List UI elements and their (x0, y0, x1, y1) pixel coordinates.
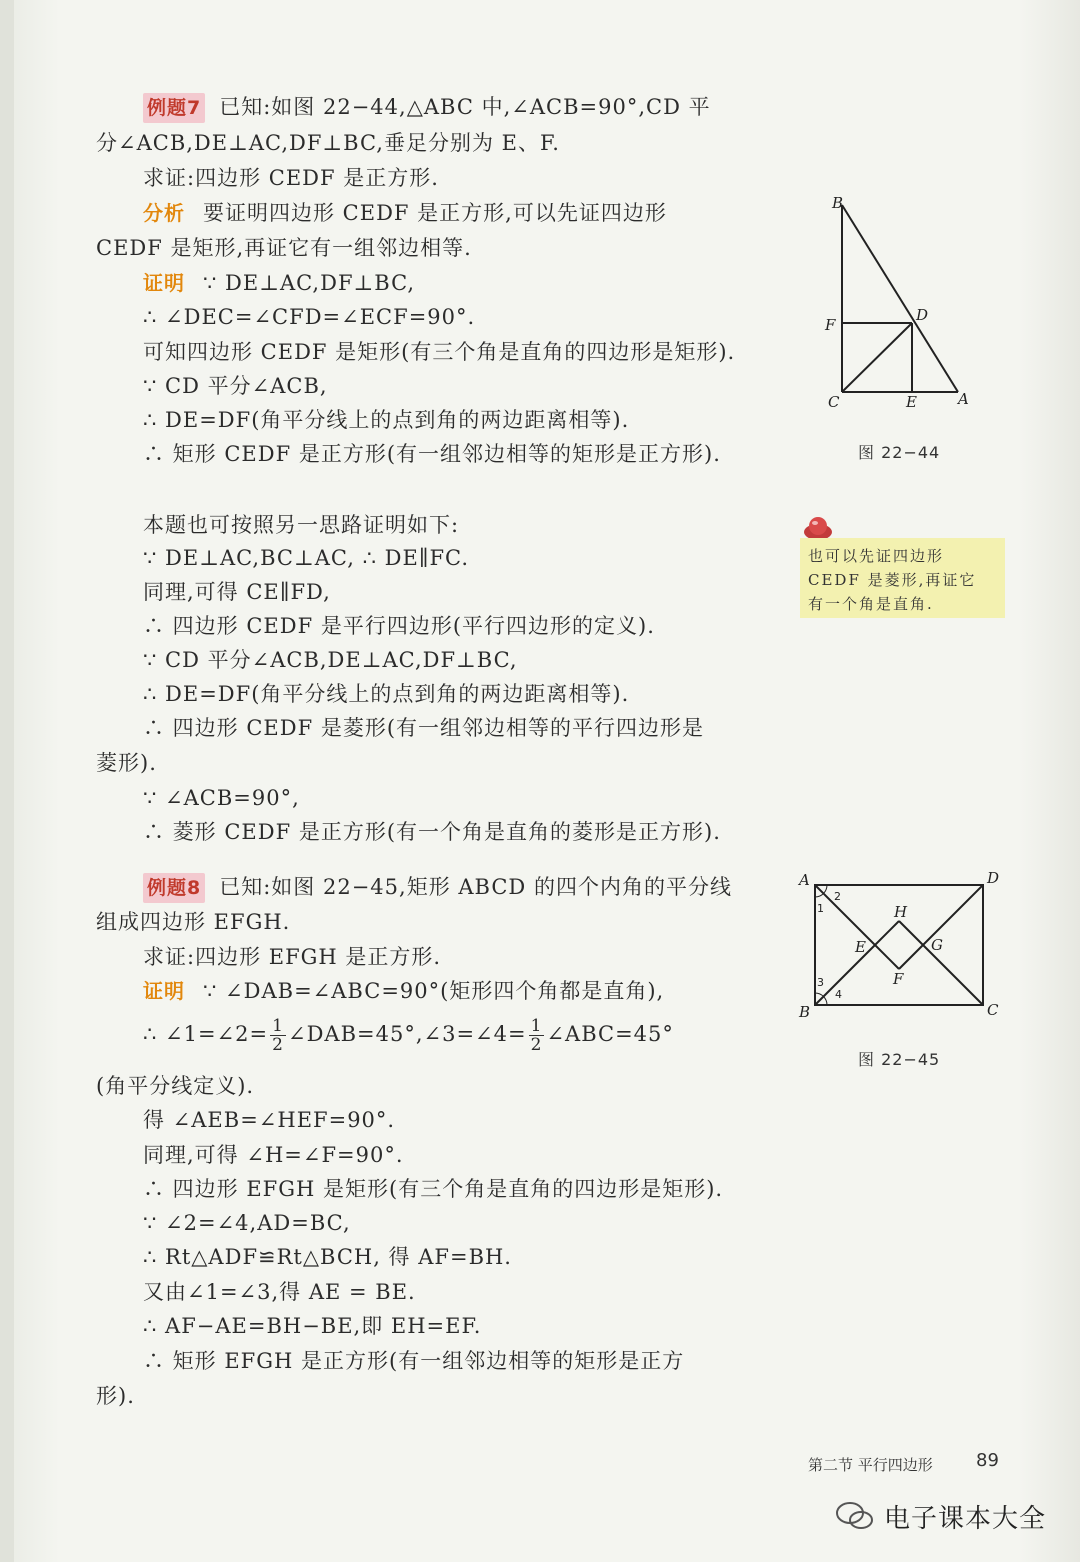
example7-p4: ∵ CD 平分∠ACB, (143, 374, 328, 398)
figure-22-44 (820, 190, 980, 420)
example8-line2: 组成四边形 EFGH. (96, 910, 291, 934)
example7-alt4: ∵ CD 平分∠ACB,DE⊥AC,DF⊥BC, (143, 648, 518, 672)
example7-alt5: ∴ DE=DF(角平分线上的点到角的两边距离相等). (143, 682, 630, 706)
side-note (800, 538, 1005, 618)
note-line3: 有一个角是直角. (808, 595, 934, 613)
example8-p11: ∴ 矩形 EFGH 是正方形(有一组邻边相等的矩形是正方 (143, 1349, 685, 1373)
example7-alt6: ∴ 四边形 CEDF 是菱形(有一组邻边相等的平行四边形是 (143, 716, 705, 740)
angle-label-4: 4 (835, 988, 842, 1001)
label-B8: B (799, 1003, 811, 1021)
angle-1-arc (815, 894, 824, 898)
example8-p2: ∴ ∠1=∠2= $\frac{1}{2}$ ∠DAB=45°,∠3=∠4= $\frac{1}{2}$ ∠ABC=45° (143, 1016, 674, 1055)
wechat-icon (835, 1500, 875, 1532)
example8-proof-line: 证明 ∵ ∠DAB=∠ABC=90°(矩形四个角都是直角), (143, 979, 665, 1003)
example7-alt0: 本题也可按照另一思路证明如下: (143, 513, 460, 537)
example8-p5: 同理,可得 ∠H=∠F=90°. (143, 1143, 404, 1167)
example7-line5: CEDF 是矩形,再证它有一组邻边相等. (96, 236, 472, 260)
example7-p2: ∴ ∠DEC=∠CFD=∠ECF=90°. (143, 305, 476, 329)
label-F: F (825, 316, 836, 334)
note-line2: CEDF 是菱形,再证它 (808, 571, 977, 589)
label-A8: A (799, 871, 810, 889)
example8-line3: 求证:四边形 EFGH 是正方形. (143, 945, 442, 969)
example8-line1: 例题8 已知:如图 22−45,矩形 ABCD 的四个内角的平分线 (143, 872, 732, 903)
label-E: E (906, 393, 917, 411)
label-A: A (958, 390, 969, 408)
angle-3-arc (815, 993, 824, 997)
side-GF (899, 945, 923, 969)
label-D: D (916, 306, 929, 324)
example7-proof-line: 证明 ∵ DE⊥AC,DF⊥BC, (143, 271, 416, 295)
label-E8: E (855, 938, 866, 956)
label-H: H (894, 903, 908, 921)
bisector-B (815, 945, 875, 1005)
example7-p5: ∴ DE=DF(角平分线上的点到角的两边距离相等). (143, 408, 630, 432)
fraction-half: $\frac{1}{2}$ (272, 1016, 284, 1055)
example7-alt7: 菱形). (96, 751, 157, 775)
label-C8: C (987, 1001, 999, 1019)
angle-label-2: 2 (834, 890, 841, 903)
analysis-tag: 分析 (143, 201, 185, 225)
example7-alt3: ∴ 四边形 CEDF 是平行四边形(平行四边形的定义). (143, 614, 655, 638)
note-line1: 也可以先证四边形 (808, 547, 945, 565)
example7-alt1: ∵ DE⊥AC,BC⊥AC, ∴ DE∥FC. (143, 546, 470, 570)
example7-p6: ∴ 矩形 CEDF 是正方形(有一组邻边相等的矩形是正方形). (143, 442, 721, 466)
side-HG (899, 921, 923, 945)
example8-p3: (角平分线定义). (96, 1074, 255, 1098)
watermark-text: 电子课本大全 (884, 1504, 1047, 1534)
example8-p9: 又由∠1=∠3,得 AE = BE. (143, 1280, 416, 1304)
page-number: 89 (976, 1450, 999, 1471)
example8-p10: ∴ AF−AE=BH−BE,即 EH=EF. (143, 1314, 482, 1338)
line-BA (842, 205, 958, 392)
label-G: G (931, 936, 943, 954)
angle-label-1: 1 (817, 902, 824, 915)
example8-p12: 形). (96, 1384, 135, 1408)
section-title: 第二节 平行四边形 (808, 1456, 933, 1474)
proof-tag: 证明 (143, 271, 185, 295)
example7-alt2: 同理,可得 CE∥FD, (143, 580, 331, 604)
side-FE (875, 945, 899, 969)
proof-tag-8: 证明 (143, 979, 185, 1003)
example7-alt8: ∵ ∠ACB=90°, (143, 786, 300, 810)
example8-tag: 例题8 (143, 873, 205, 903)
example7-analysis-line: 分析 要证明四边形 CEDF 是正方形,可以先证四边形 (143, 201, 667, 225)
example8-p7: ∵ ∠2=∠4,AD=BC, (143, 1211, 351, 1235)
figure-22-44-caption: 图 22−44 (858, 443, 941, 462)
angle-2-arc (824, 885, 828, 894)
fraction-half: $\frac{1}{2}$ (530, 1016, 543, 1055)
label-D8: D (987, 869, 1000, 887)
label-C: C (828, 393, 840, 411)
example7-line2: 分∠ACB,DE⊥AC,DF⊥BC,垂足分别为 E、F. (96, 131, 560, 155)
example7-line1: 例题7 已知:如图 22−44,△ABC 中,∠ACB=90°,CD 平 (143, 92, 711, 123)
binding-edge (0, 0, 14, 1562)
label-B: B (832, 194, 844, 212)
example7-p3: 可知四边形 CEDF 是矩形(有三个角是直角的四边形是矩形). (143, 340, 736, 364)
line-CD (842, 323, 912, 392)
example7-alt9: ∴ 菱形 CEDF 是正方形(有一个角是直角的菱形是正方形). (143, 820, 721, 844)
figure-22-45 (795, 868, 1010, 1028)
bisector-C (923, 945, 983, 1005)
figure-22-45-caption: 图 22−45 (858, 1050, 941, 1069)
example7-line3: 求证:四边形 CEDF 是正方形. (143, 166, 439, 190)
example8-p4: 得 ∠AEB=∠HEF=90°. (143, 1108, 396, 1132)
angle-label-3: 3 (817, 976, 824, 989)
angle-4-arc (824, 997, 828, 1006)
example8-p6: ∴ 四边形 EFGH 是矩形(有三个角是直角的四边形是矩形). (143, 1177, 724, 1201)
bisector-A (815, 885, 875, 945)
example8-p8: ∴ Rt△ADF≌Rt△BCH, 得 AF=BH. (143, 1245, 512, 1269)
side-EH (875, 921, 899, 945)
example7-tag: 例题7 (143, 93, 205, 123)
label-F8: F (893, 970, 904, 988)
